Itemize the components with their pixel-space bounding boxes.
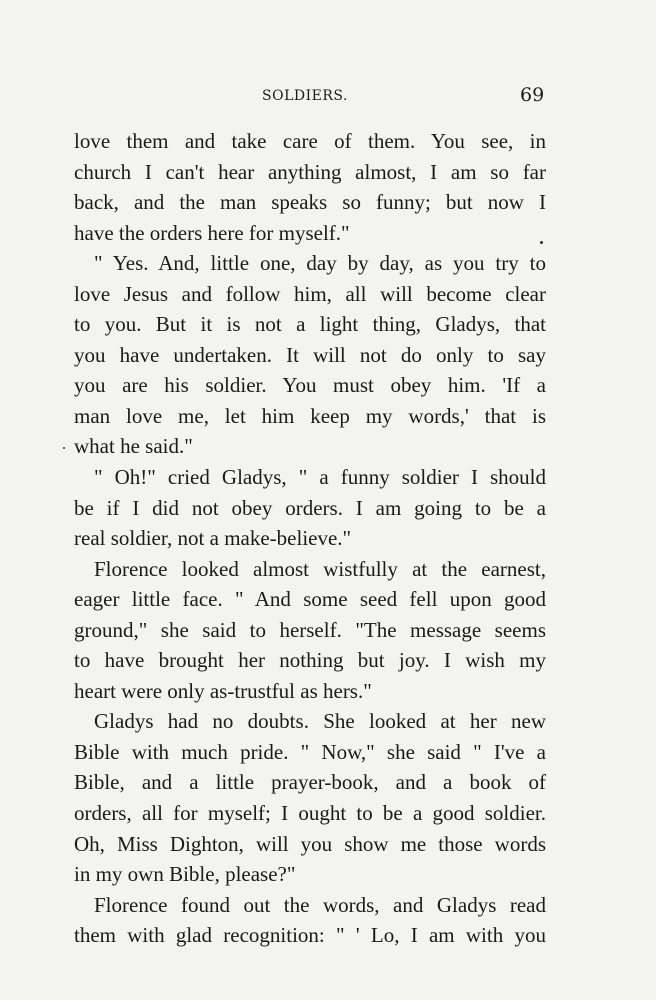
text-line: to have brought her nothing but joy. I wish my [74,648,546,673]
text-line: Gladys had no doubts. She looked at her new [94,709,546,734]
page-number: 69 [520,84,545,106]
running-title: SOLDIERS. [262,88,348,104]
text-line: " Yes. And, little one, day by day, as you try to [94,251,546,276]
text-line: love them and take care of them. You see, in [74,129,546,153]
page-body-text [74,126,546,951]
scan-speck [63,447,65,449]
text-line: have the orders here for myself." [74,220,350,245]
text-line: orders, all for myself; I ought to be a good soldier. [74,801,546,826]
text-line: Florence looked almost wistfully at the earnest, [94,556,546,581]
text-line: Oh, Miss Dighton, will you show me those words [74,831,546,856]
text-line: what he said." [74,434,193,459]
text-line: them with glad recognition: " ' Lo, I am with you [74,923,546,948]
text-line: back, and the man speaks so funny; but now I [74,190,546,215]
text-line: Florence found out the words, and Gladys read [94,892,546,917]
text-line: Bible, and a little prayer-book, and a book of [74,770,546,795]
text-line: you are his soldier. You must obey him. 'If a [74,373,546,398]
text-line: church I can't hear anything almost, I am so far [74,159,546,184]
text-line: to you. But it is not a light thing, Gladys, that [74,312,546,337]
text-line: be if I did not obey orders. I am going to be a [74,495,546,520]
scan-speck [540,241,543,244]
text-line: real soldier, not a make-believe." [74,526,352,551]
text-line: Bible with much pride. " Now," she said " I've a [74,739,546,764]
text-line: you have undertaken. It will not do only to say [74,342,546,367]
text-line: " Oh!" cried Gladys, " a funny soldier I should [94,465,546,490]
text-line: love Jesus and follow him, all will become clear [74,281,546,306]
text-line: man love me, let him keep my words,' that is [74,403,546,428]
text-line: eager little face. " And some seed fell upon good [74,587,546,612]
text-line: heart were only as-trustful as hers." [74,678,372,703]
text-line: in my own Bible, please?" [74,862,296,887]
text-line: ground," she said to herself. "The message seems [74,617,546,642]
